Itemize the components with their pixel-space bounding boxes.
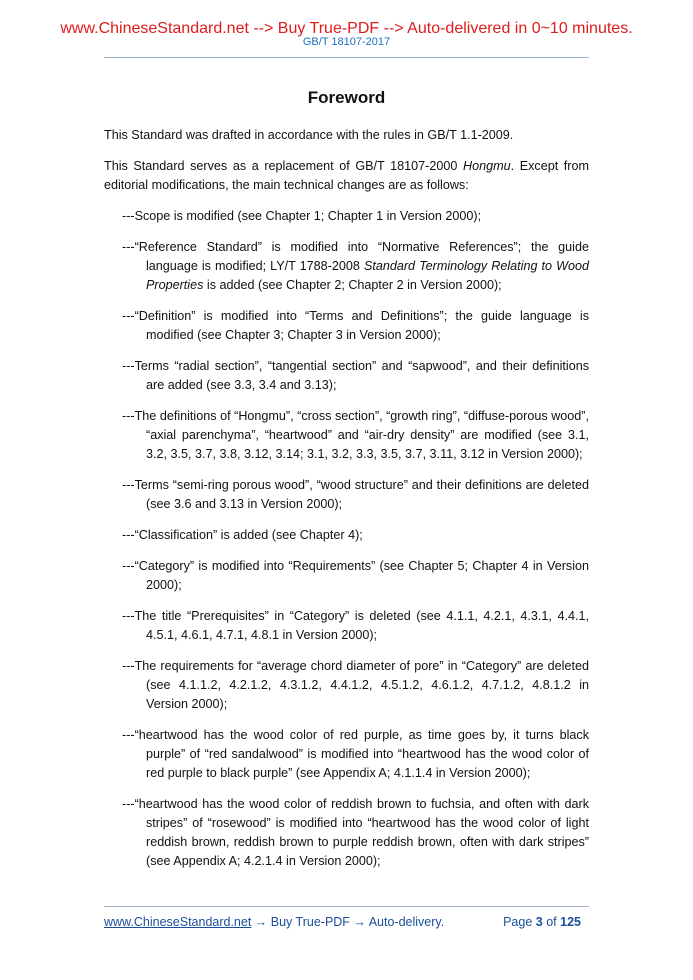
intro-paragraph-1: This Standard was drafted in accordance with the rules in GB/T 1.1-2009. — [104, 128, 514, 142]
standard-code-header: GB/T 18107-2017 — [302, 36, 391, 48]
promo-banner[interactable]: www.ChineseStandard.net --> Buy True-PDF --> Auto-delivered in 0~10 minutes. — [60, 20, 633, 37]
change-item: ---“heartwood has the wood color of red purple, as time goes by, it turns black purple” of “red sandalwood” is modified into “heartwood has the wood color of red purple to black purple” (see Appendix A; 4.1.1.4 in Version 2000); — [122, 728, 589, 780]
change-item: ---The title “Prerequisites” in “Category” is deleted (see 4.1.1, 4.2.1, 4.3.1, 4.4.1, 4.5.1, 4.6.1, 4.7.1, 4.8.1 in Version 2000); — [122, 609, 589, 642]
change-item-text-end: is added (see Chapter 2; Chapter 2 in Version 2000); — [203, 278, 502, 292]
change-item: ---“Classification” is added (see Chapter 4); — [122, 528, 363, 542]
page-number: 3 — [535, 915, 543, 929]
page-footer — [104, 914, 589, 930]
change-item: ---Terms “radial section”, “tangential section” and “sapwood”, and their definitions are added (see 3.3, 3.4 and 3.13); — [122, 359, 589, 392]
change-item: ---The requirements for “average chord diameter of pore” in “Category” are deleted (see 4.1.1.2, 4.2.1.2, 4.3.1.2, 4.4.1.2, 4.5.1.2, 4.6.1.2, 4.7.1.2, 4.8.1.2 in Version 2000); — [122, 659, 589, 711]
change-item — [104, 238, 589, 295]
header-divider — [104, 57, 589, 58]
page-title: Foreword — [307, 88, 386, 107]
change-item: ---“heartwood has the wood color of reddish brown to fuchsia, and often with dark stripes” of “rosewood” is modified into “heartwood has the wood color of light reddish brown, reddish brown to purple reddish brown, often with dark stripes” (see Appendix A; 4.2.1.4 in Version 2000); — [122, 797, 589, 868]
footer-site-link[interactable]: www.ChineseStandard.net — [104, 915, 252, 929]
change-item: ---Terms “semi-ring porous wood”, “wood structure” and their definitions are deleted (see 3.6 and 3.13 in Version 2000); — [122, 478, 589, 511]
change-item-text-start: ---“Reference Standard” is modified into “Normative References”; the guide language is modified; LY/T 1788-2008 — [122, 240, 589, 273]
intro-italic-title: Hongmu — [462, 159, 511, 173]
change-item-italic-title: Standard Terminology Relating to Wood Properties — [146, 259, 589, 292]
total-pages: 125 — [560, 915, 581, 929]
change-item: ---“Category” is modified into “Requirements” (see Chapter 5; Chapter 4 in Version 2000); — [122, 559, 589, 592]
page-indicator — [503, 914, 581, 930]
document-body — [104, 126, 589, 883]
intro-text-start: This Standard serves as a replacement of GB/T 18107-2000 — [104, 159, 463, 173]
footer-divider — [104, 906, 589, 907]
change-item: ---The definitions of “Hongmu”, “cross section”, “growth ring”, “diffuse-porous wood”, “axial parenchyma”, “heartwood” and “air-dry density” are modified (see 3.1, 3.2, 3.5, 3.7, 3.8, 3.12, 3.14; 3.1, 3.2, 3.3, 3.5, 3.7, 3.11, 3.12 in Version 2000); — [122, 409, 589, 461]
page-label: Page — [503, 915, 533, 929]
change-item: ---“Definition” is modified into “Terms and Definitions”; the guide language is modified (see Chapter 3; Chapter 3 in Version 2000); — [122, 309, 589, 342]
of-label: of — [546, 915, 557, 929]
intro-paragraph-2 — [104, 157, 589, 195]
change-item: ---Scope is modified (see Chapter 1; Chapter 1 in Version 2000); — [122, 209, 482, 223]
footer-tagline: → Buy True-PDF → Auto-delivery. — [251, 915, 445, 929]
intro-text-end: . Except from editorial modifications, the main technical changes are as follows: — [104, 159, 589, 192]
